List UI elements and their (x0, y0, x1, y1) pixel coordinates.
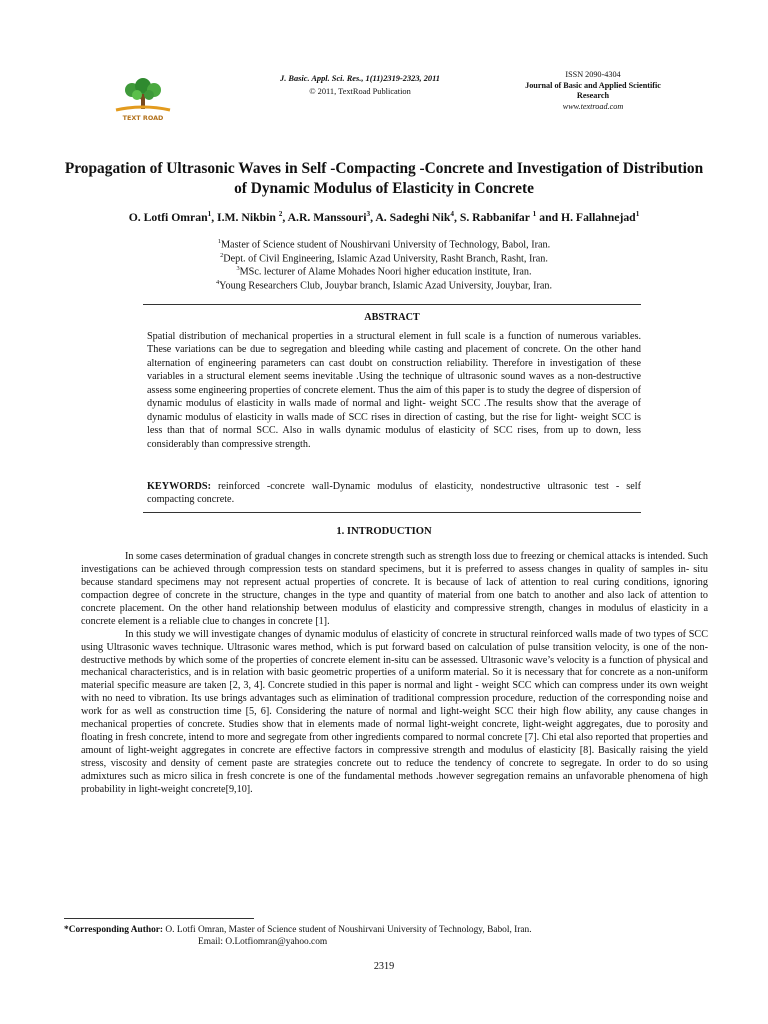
abstract-text: Spatial distribution of mechanical properties in a structural element in full scale is a function of numerous variables. These variations can be due to segregation and bleeding while casting and placement of concrete. On the other hand alternation of engineering parameters can cast doubt on construction reliability. Therefore in investigation of these variables in a structural element seems inevitable .Using the technique of ultrasonic sound waves as a non-destructive assess some engineering properties of concrete element. Thus the aim of this paper is to study the degree of dispersion of dynamic modulus of elasticity in walls made of normal and light- weight SCC .The results show that the average of dynamic modulus of elasticity in walls made of SCC rises in direction of casting, but the rise for light- weight SCC is less than that of normal SCC. Also in walls dynamic modulus of elasticity of SCC rises, from up to down, less considerably than compressive strength. (147, 331, 641, 450)
author: O. Lotfi Omran (128, 210, 208, 224)
paper-title: Propagation of Ultrasonic Waves in Self -Compacting -Concrete and Investigation of Distribution of Dynamic Modulus of Elasticity in Concrete (64, 160, 704, 198)
paragraph: In some cases determination of gradual changes in concrete strength such as strength loss due to freezing or chemical attacks is intended. Such investigations can be achieved through compression tests on standard specimens, but it is preferred to assess changes in quality of samples in- situ because standard specimens may not represent actual properties of concrete. It is because of lack of attention to real curing conditions, ignoring compaction degree of concrete in the structure, changes in the type and quantity of material from one batch to another and also lack of attention to concrete placement. On the other hand relationship between modulus of elasticity and compressive strength, changes in modulus of elasticity in a concrete element is a reliable clue to changes in concrete [1]. (81, 551, 708, 627)
issn: ISSN 2090-4304 (565, 70, 621, 79)
author: H. Fallahnejad (561, 210, 636, 224)
footnote-rule (64, 918, 254, 919)
affiliation-list (60, 238, 708, 293)
keywords-label: KEYWORDS: (147, 481, 211, 492)
page-number: 2319 (373, 961, 395, 972)
svg-text:TEXT ROAD: TEXT ROAD (122, 114, 164, 122)
abstract-bottom-rule (143, 512, 641, 513)
affiliation: $^2$Dept. of Civil Engineering, Islamic Azad University, Rasht Branch, Rasht, Iran. (220, 251, 548, 265)
author-email: Email: O.Lotfiomran@yahoo.com (198, 937, 328, 948)
author: A.R. Manssouri (287, 210, 367, 224)
abstract-heading: ABSTRACT (364, 312, 420, 323)
affiliation: $^1$Master of Science student of Noushirvani University of Technology, Babol, Iran. (217, 238, 551, 251)
publisher-logo (110, 78, 176, 122)
affiliation: $^4$Young Researchers Club, Jouybar branch, Islamic Azad University, Jouybar, Iran. (215, 278, 553, 292)
introduction-body (81, 551, 708, 797)
citation: J. Basic. Appl. Sci. Res., 1(11)2319-2323, 2011 (280, 74, 440, 83)
corresponding-author-footnote (64, 924, 704, 948)
footnote-text: O. Lotfi Omran, Master of Science student of Noushirvani University of Technology, Babol, Iran. (165, 925, 532, 935)
footnote-label: *Corresponding Author: (64, 925, 164, 935)
journal-citation-block (250, 72, 470, 98)
tree-logo-icon (110, 78, 176, 122)
author: S. Rabbanifar (459, 210, 533, 224)
journal-info-block (518, 70, 668, 113)
keywords-text: reinforced -concrete wall-Dynamic modulus of elasticity, nondestructive ultrasonic test - self compacting concrete. (147, 481, 641, 506)
paragraph: In this study we will investigate changes of dynamic modulus of elasticity of concrete in structural reinforced walls made of two types of SCC using Ultrasonic waves technique. Ultrasonic wares method, which is put forward based on calculation of pulse transition velocity, is one of the non-destructive methods by which some of the properties of concrete element in-situ can be assessed. Ultrasonic wave’s velocity is a function of physical and mechanical characteristics, and is in relation with basic geometric properties of a uniform material. So it is necessary that for concrete as a non-uniform material specific measure are taken [2, 3, 4]. Concrete studied in this paper is normal and light - weight SCC which can compress under its own weight with no need to vibration. Its use brings advantages such as elimination of traditional compression procedure, reduction of the corresponding noise and work for as well as construction time [5, 6]. Considering the nature of normal and light-weight SCC their high flow ability, any cause changes in mechanical properties of concrete. Studies show that in elements made of normal light-weight concrete, light-weight aggregates, due to porosity and floating in fresh concrete, intend to more and segregate from other ingredients compared to normal concrete [7]. Chi etal also reported that properties and amount of light-weight aggregates in concrete are effective factors in compressive strength and modulus of elasticity [8]. Basically raising the yield stress, viscosity and density of cement paste are strategies concrete out to reduce the tendency of concrete to segregate. In order to do so using admixtures such as micro silica in fresh concrete is one of the fundamental methods .however segregation remains an unfavorable phenomena of high probability in light-weight concrete[9,10]. (81, 628, 708, 795)
author-list: O. Lotfi Omran$^1$, I.M. Nikbin $^2$, A.R. Manssouri$^3$, A. Sadeghi Nik$^4$, S. Rabbanifar $^1$ and H. Fallahnejad$^1$ (128, 210, 640, 224)
keywords (147, 480, 641, 507)
journal-website[interactable]: www.textroad.com (562, 101, 624, 111)
author: I.M. Nikbin (217, 210, 279, 224)
section-heading-introduction: 1. INTRODUCTION (336, 526, 432, 537)
abstract-top-rule (143, 304, 641, 305)
copyright: © 2011, TextRoad Publication (309, 87, 411, 97)
journal-name: Journal of Basic and Applied Scientific Research (525, 80, 661, 101)
affiliation: $^3$MSc. lecturer of Alame Mohades Noori higher education institute, Iran. (236, 265, 532, 278)
author: A. Sadeghi Nik (375, 210, 451, 224)
